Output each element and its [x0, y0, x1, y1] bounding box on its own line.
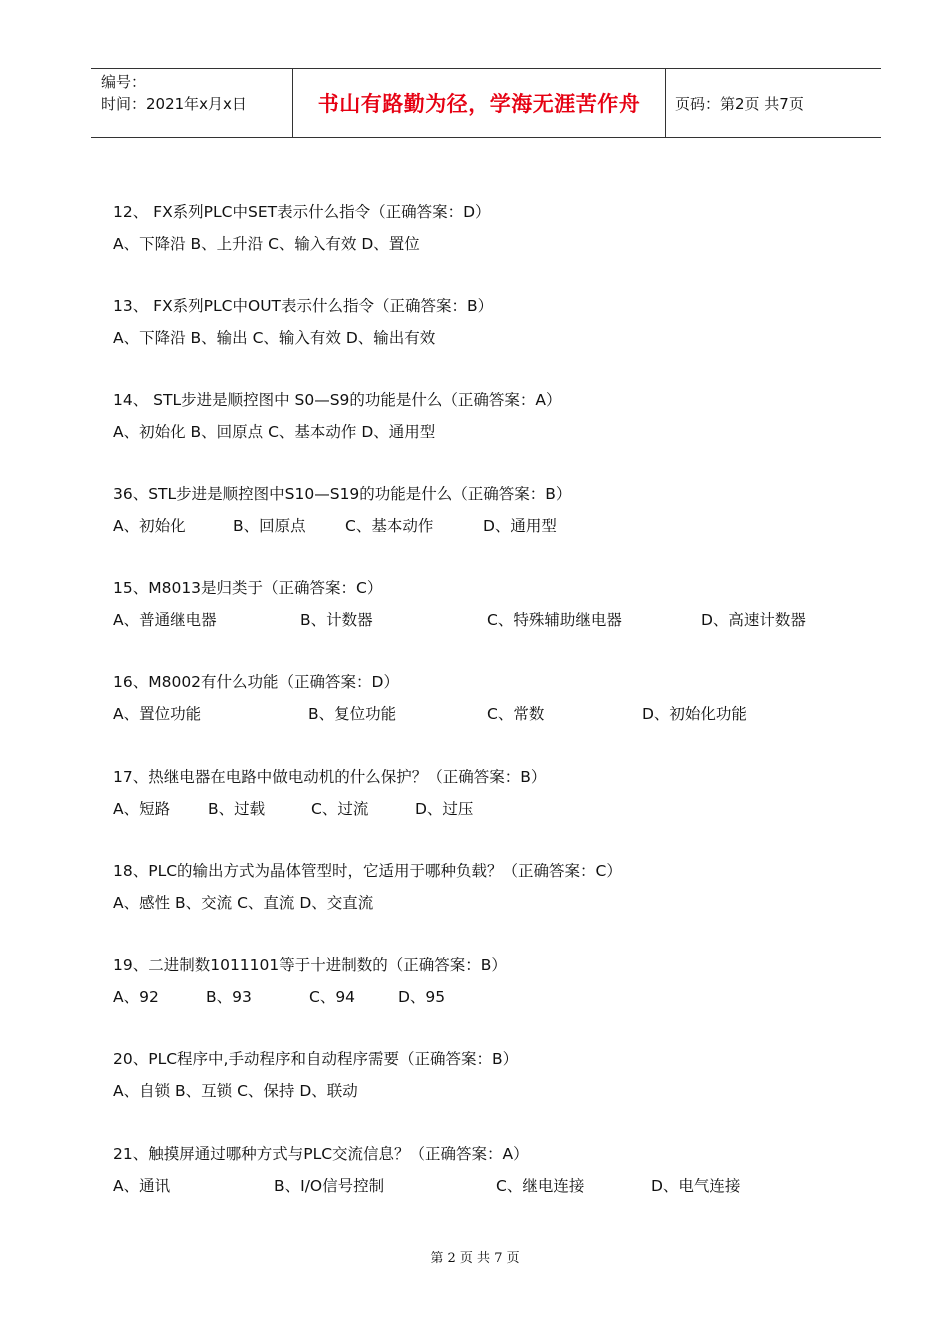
option-line: A、下降沿 B、上升沿 C、输入有效 D、置位 [113, 235, 420, 253]
option-d: D、初始化功能 [642, 705, 747, 723]
question-text: 36、STL步进是顺控图中S10—S19的功能是什么（正确答案：B） [113, 485, 572, 503]
option-c: C、过流 [311, 800, 369, 818]
page-footer: 第 2 页 共 7 页 [430, 1251, 520, 1266]
option-b: B、93 [206, 988, 252, 1006]
option-a: A、短路 [113, 800, 171, 818]
option-b: B、回原点 [233, 517, 306, 535]
question-text: 15、M8013是归类于（正确答案：C） [113, 579, 383, 597]
option-a: A、置位功能 [113, 705, 202, 723]
time-label: 时间：2021年x月x日 [101, 95, 247, 113]
question-text: 12、 FX系列PLC中SET表示什么指令（正确答案：D） [113, 203, 491, 221]
option-line: A、感性 B、交流 C、直流 D、交直流 [113, 894, 374, 912]
option-a: A、初始化 [113, 517, 186, 535]
header-meta [91, 69, 293, 137]
option-d: D、高速计数器 [701, 611, 806, 629]
option-c: C、基本动作 [345, 517, 434, 535]
question-text: 17、热继电器在电路中做电动机的什么保护？（正确答案：B） [113, 768, 547, 786]
option-c: C、常数 [487, 705, 545, 723]
header-page-info: 页码：第2页 共7页 [675, 94, 804, 113]
option-d: D、通用型 [483, 517, 557, 535]
option-d: D、过压 [415, 800, 474, 818]
header-motto: 书山有路勤为径，学海无涯苦作舟 [293, 69, 666, 137]
question-text: 20、PLC程序中,手动程序和自动程序需要（正确答案：B） [113, 1050, 519, 1068]
code-label: 编号： [101, 73, 147, 91]
option-c: C、继电连接 [496, 1177, 585, 1195]
option-a: A、92 [113, 988, 159, 1006]
option-b: B、I/O信号控制 [274, 1177, 385, 1195]
option-b: B、计数器 [300, 611, 373, 629]
question-text: 13、 FX系列PLC中OUT表示什么指令（正确答案：B） [113, 297, 494, 315]
option-line: A、自锁 B、互锁 C、保持 D、联动 [113, 1082, 358, 1100]
option-a: A、普通继电器 [113, 611, 217, 629]
question-text: 18、PLC的输出方式为晶体管型时，它适用于哪种负载？（正确答案：C） [113, 862, 622, 880]
option-b: B、过载 [208, 800, 266, 818]
option-c: C、94 [309, 988, 356, 1006]
option-d: D、95 [398, 988, 446, 1006]
question-text: 21、触摸屏通过哪种方式与PLC交流信息？（正确答案：A） [113, 1145, 529, 1163]
question-text: 19、二进制数1011101等于十进制数的（正确答案：B） [113, 956, 507, 974]
question-text: 16、M8002有什么功能（正确答案：D） [113, 673, 399, 691]
option-b: B、复位功能 [308, 705, 397, 723]
option-d: D、电气连接 [651, 1177, 741, 1195]
option-line: A、下降沿 B、输出 C、输入有效 D、输出有效 [113, 329, 436, 347]
option-a: A、通讯 [113, 1177, 171, 1195]
question-text: 14、 STL步进是顺控图中 S0—S9的功能是什么（正确答案：A） [113, 391, 562, 409]
option-line: A、初始化 B、回原点 C、基本动作 D、通用型 [113, 423, 436, 441]
option-c: C、特殊辅助继电器 [487, 611, 622, 629]
page-header [91, 68, 881, 138]
